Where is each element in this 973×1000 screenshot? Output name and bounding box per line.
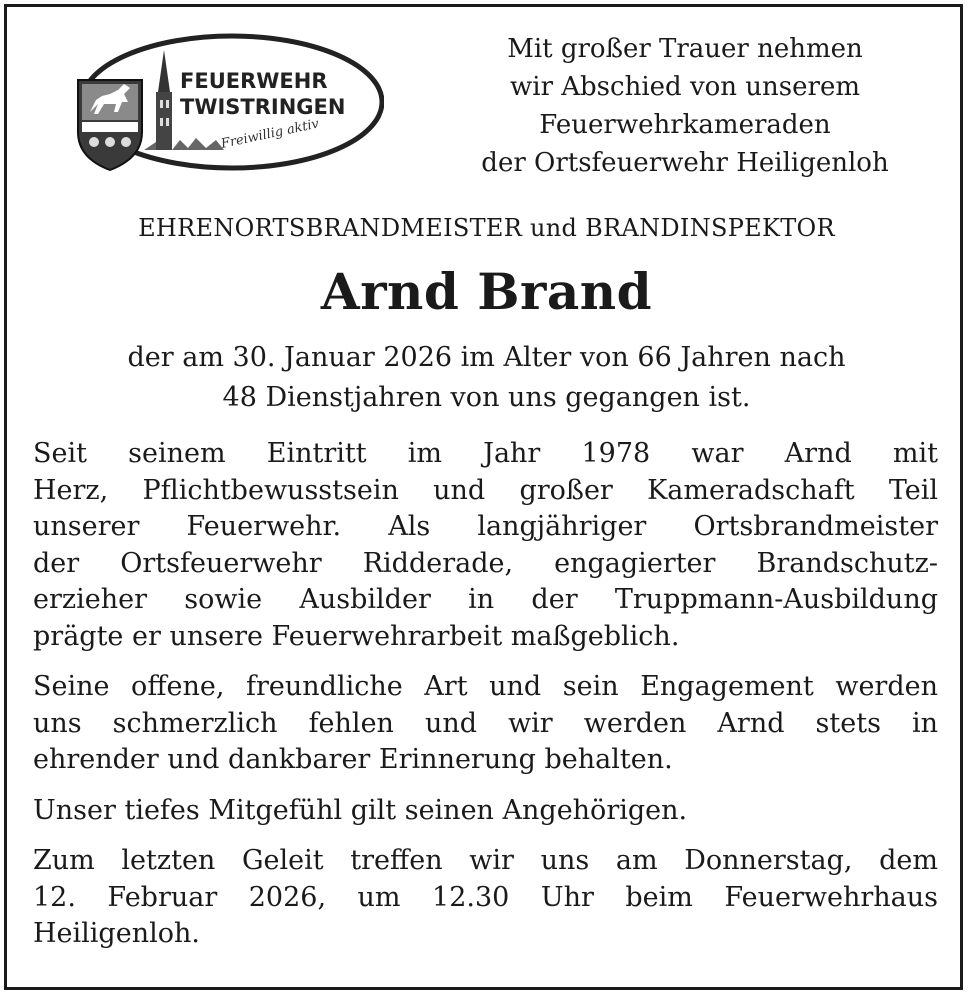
coat-of-arms-icon: [78, 80, 142, 170]
paragraph-condolence: [33, 793, 938, 830]
text-line: unserer Feuerwehr. Als langjähriger Ortsbrandmeister: [33, 511, 938, 542]
text-line: Heiligenloh.: [33, 918, 200, 949]
header-line: Mit großer Trauer nehmen: [507, 34, 863, 64]
paragraph-remembrance: [33, 669, 938, 779]
death-info-line: 48 Dienstjahren von uns gegangen ist.: [222, 382, 751, 413]
death-info-line: der am 30. Januar 2026 im Alter von 66 Jahren nach: [127, 342, 846, 373]
header-line: Feuerwehrkameraden: [539, 110, 831, 140]
text-line: uns schmerzlich fehlen und wir werden Arnd stets in: [33, 707, 938, 739]
body-text: [33, 436, 938, 967]
logo-motto: Freiwillig aktiv: [219, 116, 321, 152]
paragraph-funeral: [33, 843, 938, 953]
text-line: Zum letzten Geleit treffen wir uns am Donnerstag, dem: [33, 845, 938, 876]
feuerwehr-twistringen-logo: [72, 30, 384, 178]
text-line: der Ortsfeuerwehr Ridderade, engagierter Brandschutz-: [33, 547, 938, 579]
paragraph-tribute: [33, 436, 938, 655]
text-line: Seine offene, freundliche Art und sein Engagement werden: [33, 671, 938, 702]
header-line: wir Abschied von unserem: [510, 72, 860, 102]
header-line: der Ortsfeuerwehr Heiligenloh: [481, 148, 889, 178]
text-line: ehrender und dankbarer Erinnerung behalten.: [33, 744, 673, 775]
text-line: Herz, Pflichtbewusstsein und großer Kameradschaft Teil: [33, 474, 938, 506]
death-info: [60, 338, 913, 418]
rank-title: EHRENORTSBRANDMEISTER und BRANDINSPEKTOR: [138, 214, 835, 242]
logo-line2: TWISTRINGEN: [180, 95, 346, 119]
text-line: Seit seinem Eintritt im Jahr 1978 war Arnd mit: [33, 438, 938, 469]
text-line: prägte er unsere Feuerwehrarbeit maßgeblich.: [33, 620, 680, 652]
logo-line1: FEUERWEHR: [180, 69, 328, 93]
text-line: 12. Februar 2026, um 12.30 Uhr beim Feuerwehrhaus: [33, 881, 938, 913]
text-line: Unser tiefes Mitgefühl gilt seinen Angehörigen.: [33, 794, 688, 826]
text-line: erzieher sowie Ausbilder in der Truppmann-Ausbildung: [33, 584, 938, 615]
deceased-name: Arnd Brand: [320, 262, 653, 321]
header-text: [470, 30, 900, 182]
